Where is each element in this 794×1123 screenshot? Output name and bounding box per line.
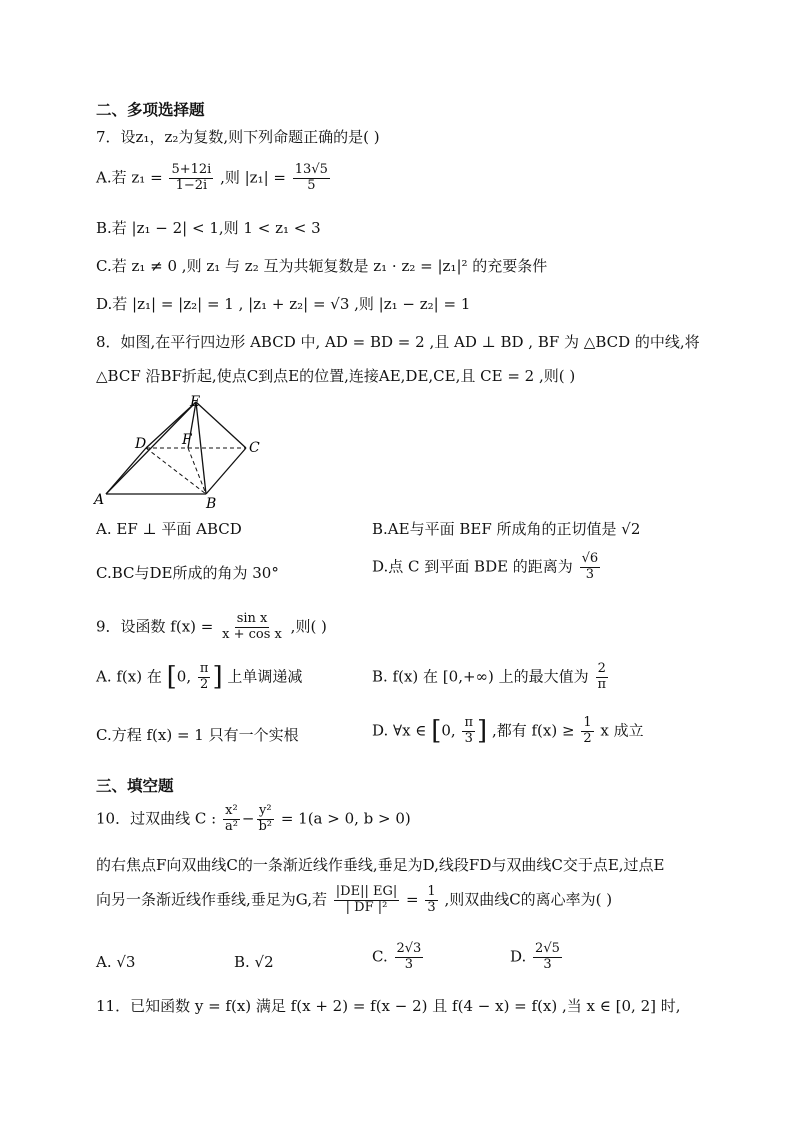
q8-stem-line1: 8．如图,在平行四边形 ABCD 中, AD = BD = 2 ,且 AD ⊥ BD , BF 为 △BCD 的中线,将 — [96, 333, 700, 351]
label-E: E — [190, 394, 201, 410]
q9-a-right-bracket: ] — [212, 662, 223, 693]
q9-stem-suffix: ,则( ) — [290, 617, 327, 636]
q10-line3-suffix: ,则双曲线C的离心率为( ) — [444, 890, 613, 909]
label-A: A — [94, 492, 105, 508]
q9-b-fraction — [595, 662, 608, 693]
q10-ratio-fraction — [334, 885, 399, 916]
label-C: C — [249, 440, 260, 456]
q9-a-two: 2 — [200, 676, 209, 692]
q10-line2: 的右焦点F向双曲线C的一条渐近线作垂线,垂足为D,线段FD与双曲线C交于点E,过点E — [96, 856, 665, 874]
q8-stem-line2: △BCF 沿BF折起,使点C到点E的位置,连接AE,DE,CE,且 CE = 2 ,则( ) — [96, 367, 576, 385]
q10-d-fraction — [533, 942, 562, 973]
q10-option-b: B. √2 — [234, 953, 274, 971]
q7-a-mid: ,则 |z₁| = — [220, 168, 286, 187]
q11-stem: 11．已知函数 y = f(x) 满足 f(x + 2) = f(x − 2) 且 f(4 − x) = f(x) ,当 x ∈ [0, 2] 时, — [96, 997, 681, 1015]
q9-d-left-bracket: [ — [431, 716, 442, 747]
q10-stem-suffix: = 1(a > 0, b > 0) — [280, 809, 411, 828]
q9-a-fraction — [198, 662, 211, 693]
q9-a-suffix: 上单调递减 — [227, 667, 303, 686]
q10-d-prefix: D. — [510, 947, 527, 966]
q9-option-b — [372, 662, 610, 693]
edge-AD — [106, 448, 146, 494]
q10-option-d — [510, 942, 564, 973]
q8-d-fraction — [580, 552, 601, 583]
q9-stem-prefix: 9．设函数 f(x) = — [96, 617, 214, 636]
q7-option-a — [96, 163, 332, 194]
q10-fraction-y — [256, 804, 274, 835]
q7-a-numerator-2: 13√5 — [294, 162, 328, 177]
q7-a-denominator-2: 5 — [307, 177, 316, 193]
q7-option-d: D.若 |z₁| = |z₂| = 1 , |z₁ + z₂| = √3 ,则 |z₁ − z₂| = 1 — [96, 295, 471, 313]
q9-d-three: 3 — [464, 730, 473, 746]
q10-a2: a² — [224, 818, 238, 834]
q10-stem-prefix: 10．过双曲线 C : — [96, 809, 217, 828]
q10-ratio-numerator: |DE|| EG| — [335, 884, 398, 899]
q9-d-suffix: x 成立 — [600, 721, 644, 740]
q8-d-prefix: D.点 C 到平面 BDE 的距离为 — [372, 557, 573, 576]
q7-a-numerator: 5+12i — [171, 162, 212, 177]
q7-a-z1: z₁ = — [131, 168, 163, 187]
q10-ratio-denominator: | DF |² — [345, 899, 388, 915]
q9-d-numerator: 1 — [583, 715, 592, 730]
q9-d-fraction — [462, 716, 475, 747]
q10-line3 — [96, 885, 612, 916]
q9-a-interval-left: 0, — [176, 667, 192, 686]
q10-y2: y² — [258, 803, 272, 818]
q9-fraction — [220, 612, 284, 643]
label-D: D — [135, 436, 147, 452]
q10-x2: x² — [225, 803, 238, 818]
q9-b-numerator: 2 — [597, 661, 606, 676]
q10-third-denominator: 3 — [427, 899, 436, 915]
q9-numerator: sin x — [236, 611, 268, 626]
section-heading-fill-in: 三、填空题 — [96, 777, 174, 795]
q9-d-right-bracket: ] — [477, 716, 488, 747]
q10-stem — [96, 804, 411, 835]
q7-option-c: C.若 z₁ ≠ 0 ,则 z₁ 与 z₂ 互为共轭复数是 z₁ · z₂ = |z₁|² 的充要条件 — [96, 257, 548, 275]
q7-a-fraction-2 — [293, 163, 330, 194]
q10-c-fraction — [395, 942, 424, 973]
q9-option-d — [372, 716, 644, 747]
q7-a-prefix: A.若 — [96, 168, 127, 187]
q10-c-denominator: 3 — [404, 956, 414, 972]
q7-a-denominator: 1−2i — [175, 177, 208, 193]
q9-option-a — [96, 662, 302, 693]
q10-d-denominator: 3 — [543, 956, 552, 972]
q8-d-numerator: √6 — [581, 551, 599, 566]
q9-b-denominator: π — [597, 676, 606, 692]
q7-option-b: B.若 |z₁ − 2| < 1,则 1 < z₁ < 3 — [96, 219, 321, 237]
q10-c-numerator: 2√3 — [396, 941, 422, 956]
q10-line3-prefix: 向另一条渐近线作垂线,垂足为G,若 — [96, 890, 327, 909]
q10-d-numerator: 2√5 — [535, 941, 560, 956]
q9-d-prefix: D. ∀x ∈ — [372, 721, 427, 740]
q9-d-denominator: 2 — [583, 730, 592, 746]
edge-EC — [196, 402, 246, 448]
q10-third-fraction — [425, 885, 437, 916]
q8-option-c: C.BC与DE所成的角为 30° — [96, 564, 279, 582]
q9-b-prefix: B. f(x) 在 [0,+∞) 上的最大值为 — [372, 667, 589, 686]
q9-d-mid: ,都有 f(x) ≥ — [491, 721, 575, 740]
q9-a-left-bracket: [ — [166, 662, 177, 693]
q9-denominator: x + cos x — [222, 626, 282, 642]
q7-a-fraction — [169, 163, 213, 194]
label-B: B — [206, 496, 217, 512]
q7-stem: 7．设z₁，z₂为复数,则下列命题正确的是( ) — [96, 128, 380, 146]
q9-d-fraction-2 — [581, 716, 593, 747]
q8-d-denominator: 3 — [585, 566, 595, 582]
q10-b2: b² — [258, 818, 273, 834]
q10-c-prefix: C. — [372, 947, 388, 966]
q9-option-c: C.方程 f(x) = 1 只有一个实根 — [96, 726, 299, 744]
q9-a-prefix: A. f(x) 在 — [96, 667, 162, 686]
section-heading-multiple-choice: 二、多项选择题 — [96, 101, 205, 119]
q10-equals: = — [406, 890, 419, 909]
q10-fraction-x — [223, 804, 240, 835]
q8-option-d — [372, 552, 602, 583]
edge-BC — [206, 448, 246, 494]
q10-third-numerator: 1 — [427, 884, 436, 899]
q8-figure-pyramid — [90, 394, 280, 514]
q9-stem — [96, 612, 327, 643]
q9-a-pi: π — [199, 661, 209, 676]
q8-option-a: A. EF ⊥ 平面 ABCD — [96, 520, 242, 538]
q8-option-b: B.AE与平面 BEF 所成角的正切值是 √2 — [372, 520, 641, 538]
q10-option-c — [372, 942, 425, 973]
q10-option-a: A. √3 — [96, 953, 136, 971]
q9-d-interval-left: 0, — [441, 721, 456, 740]
q9-d-pi: π — [464, 715, 473, 730]
label-F: F — [182, 432, 192, 448]
q10-minus: − — [241, 809, 255, 828]
